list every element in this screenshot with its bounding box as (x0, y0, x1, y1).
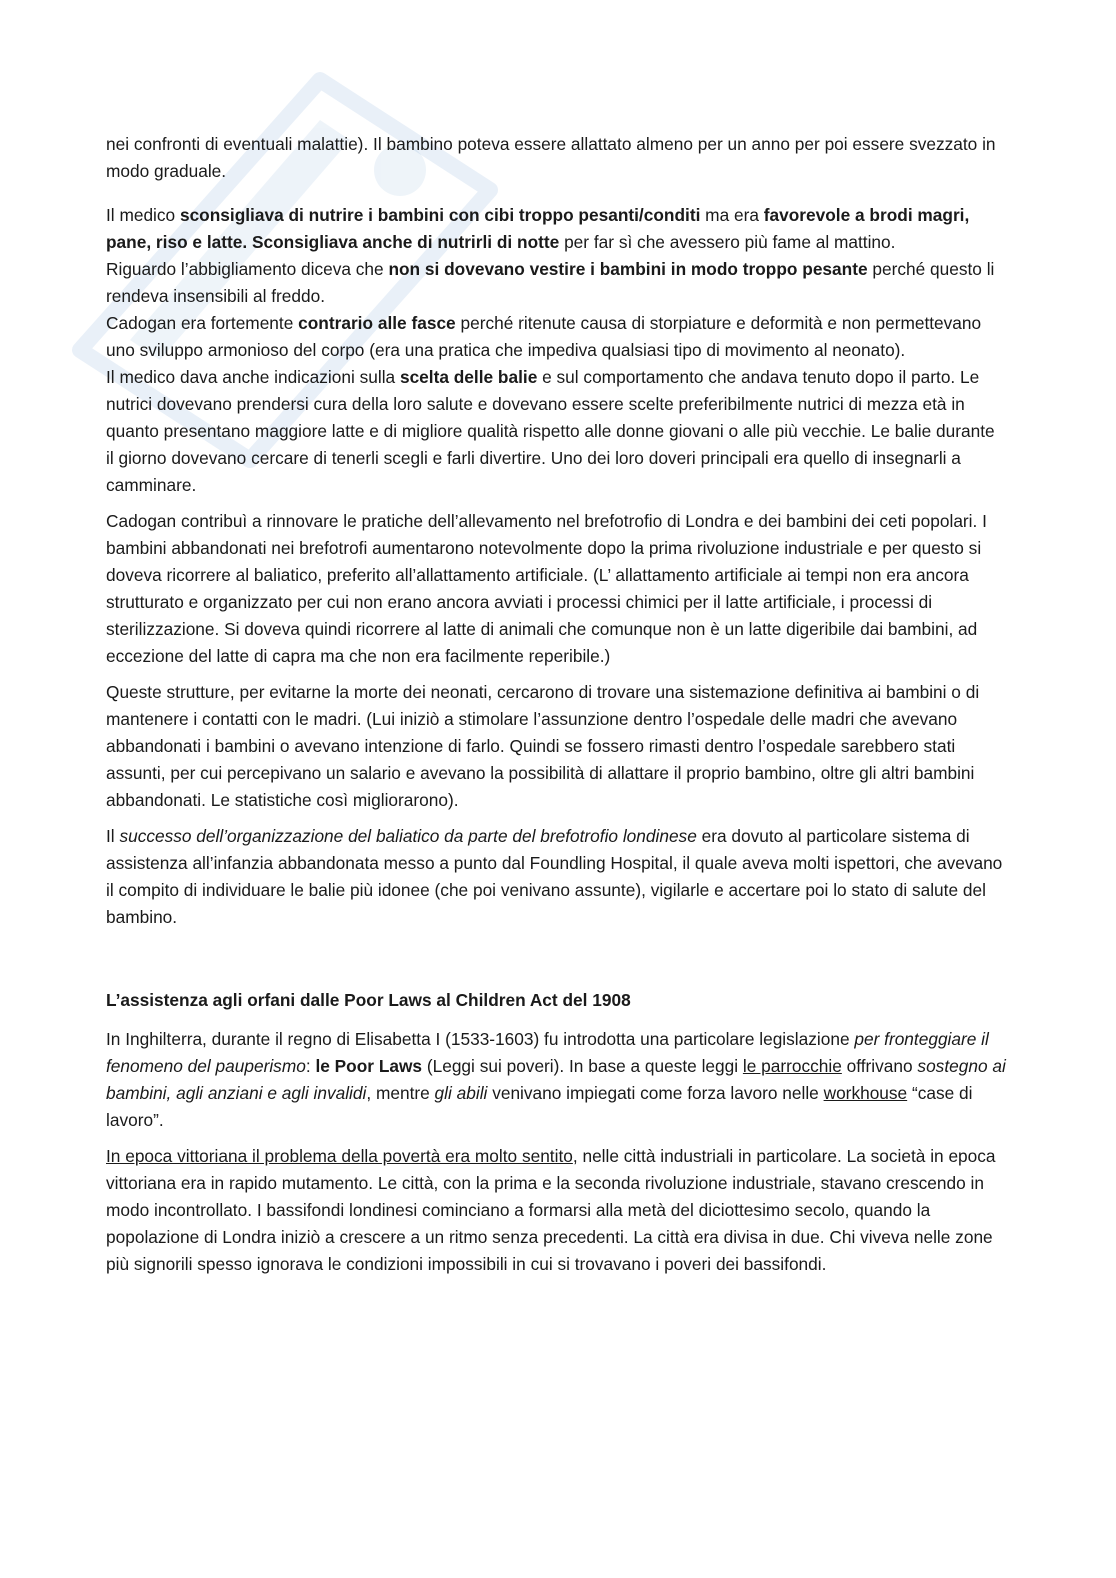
bold-text: non si dovevano vestire i bambini in modo troppo pesante (388, 259, 868, 279)
bold-text: favorevole a brodi magri, pane, riso e latte. Sconsigliava anche di nutrirli di notte (106, 205, 970, 252)
paragraph-8 (106, 823, 1006, 931)
paragraph-9 (106, 1026, 1006, 1134)
paragraph-text: Il medico (106, 205, 180, 225)
paragraph-text: era dovuto al particolare sistema di assistenza all’infanzia abbandonata messo a punto dal Foundling Hospital, il quale aveva molti ispettori, che avevano il compito di individuare le balie più idonee (che poi venivano assunte), vigilarle e accertare poi lo stato di salute del bambino. (106, 826, 1003, 927)
italic-text: sostegno ai bambini, agli anziani e agli invalidi (106, 1056, 1006, 1103)
paragraph-1 (106, 131, 1006, 185)
section-heading: L’assistenza agli orfani dalle Poor Laws al Children Act del 1908 (106, 990, 631, 1010)
italic-text: gli abili (434, 1083, 488, 1103)
paragraph-3 (106, 256, 1006, 310)
bold-text: scelta delle balie (399, 367, 538, 387)
bold-text: sconsigliava di nutrire i bambini con cibi troppo pesanti/conditi (179, 205, 701, 225)
underlined-text: workhouse (823, 1083, 908, 1103)
paragraph-text: ma era (700, 205, 764, 225)
paragraph-10 (106, 1143, 1006, 1278)
paragraph-text: Il medico dava anche indicazioni sulla (106, 367, 400, 387)
paragraph-text: e sul comportamento che andava tenuto dopo il parto. Le nutrici dovevano prendersi cura della loro salute e dovevano essere scelte preferibilmente nutrici di mezza età in quanto presentano maggiore latte e di migliore qualità rispetto alle donne giovani o alle più vecchie. Le balie durante il giorno dovevano cercare di tenerli scegli e farli divertire. Uno dei loro doveri principali era quello di insegnarli a camminare. (106, 367, 995, 495)
paragraph-text: perché questo li rendeva insensibili al freddo. (106, 259, 995, 306)
bold-text: contrario alle fasce (298, 313, 456, 333)
paragraph-text: offrivano (841, 1056, 918, 1076)
paragraph-text: Il (106, 826, 120, 846)
paragraph-text: venivano impiegati come forza lavoro nelle (487, 1083, 824, 1103)
paragraph-text: Queste strutture, per evitarne la morte dei neonati, cercarono di trovare una sistemazione definitiva ai bambini o di mantenere i contatti con le madri. (Lui iniziò a stimolare l’assunzione dentro l’ospedale delle madri che avevano abbandonati i bambini o avevano intenzione di farlo. Quindi se fossero rimasti dentro l’ospedale sarebbero stati assunti, per cui percepivano un salario e avevano la possibilità di allattare il proprio bambino, oltre gli altri bambini abbandonati. Le statistiche così migliorarono). (106, 682, 980, 810)
italic-text: per fronteggiare il fenomeno del pauperismo (106, 1029, 989, 1076)
document-page (106, 131, 1006, 1287)
paragraph-text: Cadogan contribuì a rinnovare le pratiche dell’allevamento nel brefotrofio di Londra e dei bambini dei ceti popolari. I bambini abbandonati nei brefotrofi aumentarono notevolmente dopo la prima rivoluzione industriale e per questo si doveva ricorrere al baliatico, preferito all’allattamento artificiale. (L’ allattamento artificiale ai tempi non era ancora strutturato e organizzato per cui non erano ancora avviati i processi chimici per il latte artificiale, i processi di sterilizzazione. Si doveva quindi ricorrere al latte di animali che comunque non è un latte digeribile dai bambini, ad eccezione del latte di capra ma che non era facilmente reperibile.) (106, 511, 987, 666)
paragraph-text: Cadogan era fortemente (106, 313, 299, 333)
paragraph-2 (106, 202, 1006, 256)
paragraph-text: Riguardo l’abbigliamento diceva che (106, 259, 389, 279)
paragraph-6 (106, 508, 1006, 670)
paragraph-text: per far sì che avessero più fame al mattino. (559, 232, 896, 252)
paragraph-text: , nelle città industriali in particolare. La società in epoca vittoriana era in rapido mutamento. Le città, con la prima e la seconda rivoluzione industriale, stavano crescendo in modo incontrollato. I bassifondi londinesi cominciano a formarsi alla metà del diciottesimo secolo, quando la popolazione di Londra iniziò a crescere a un ritmo senza precedenti. La città era divisa in due. Chi viveva nelle zone più signorili spesso ignorava le condizioni impossibili in cui si trovavano i poveri dei bassifondi. (106, 1146, 996, 1274)
paragraph-7 (106, 679, 1006, 814)
paragraph-text: (Leggi sui poveri). In base a queste leggi (422, 1056, 743, 1076)
bold-text: le Poor Laws (315, 1056, 423, 1076)
paragraph-text: , mentre (366, 1083, 435, 1103)
underlined-text: le parrocchie (742, 1056, 842, 1076)
paragraph-text: “case di lavoro”. (106, 1083, 973, 1130)
paragraph-text: : (305, 1056, 316, 1076)
paragraph-5 (106, 364, 1006, 499)
underlined-text: In epoca vittoriana il problema della povertà era molto sentito (106, 1146, 573, 1166)
paragraph-text: perché ritenute causa di storpiature e deformità e non permettevano uno sviluppo armonioso del corpo (era una pratica che impediva qualsiasi tipo di movimento al neonato). (106, 313, 982, 360)
paragraph-text: nei confronti di eventuali malattie). Il bambino poteva essere allattato almeno per un anno per poi essere svezzato in modo graduale. (106, 134, 996, 181)
paragraph-text: In Inghilterra, durante il regno di Elisabetta I (1533-1603) fu introdotta una particolare legislazione (106, 1029, 855, 1049)
italic-text: successo dell’organizzazione del baliatico da parte del brefotrofio londinese (119, 826, 697, 846)
paragraph-4 (106, 310, 1006, 364)
